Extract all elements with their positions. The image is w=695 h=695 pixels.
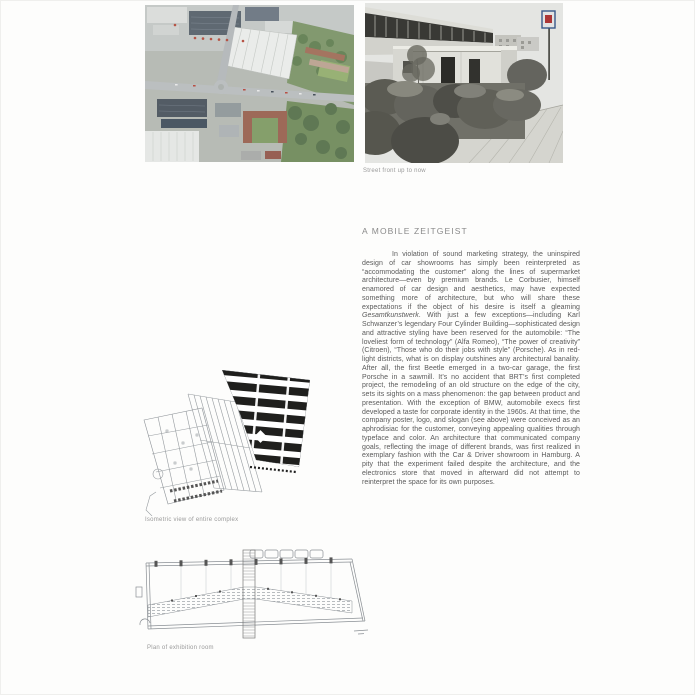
- street-photo-art: [365, 3, 563, 163]
- street-photo: [365, 3, 563, 163]
- plan-caption: Plan of exhibition room: [147, 645, 214, 651]
- aerial-photo-art: [145, 5, 354, 162]
- isometric-drawing: [138, 370, 340, 516]
- article-body-before: In violation of sound marketing strategy, the uninspired design of car showrooms has simply been reinterpreted as “accommodating the customer” along the lines of supermarket architecture—even by premium brands. Le Corbusier, himself enamored of car design and aesthetics, may have expected something more of architecture, but who will share these expectations if the object of his desire is itself a gleaming: [362, 251, 580, 311]
- plan-linework: [136, 550, 368, 638]
- plan-drawing-art: [132, 549, 372, 643]
- isometric-drawing-art: [138, 370, 340, 516]
- aerial-photo: [145, 5, 354, 162]
- iso-roof-stripes: [196, 370, 328, 480]
- article-body: [362, 251, 580, 487]
- article-body-italic: Gesamtkunstwerk: [362, 312, 419, 320]
- isometric-caption: Isometric view of entire complex: [145, 517, 239, 523]
- article-heading: A MOBILE ZEITGEIST: [362, 226, 468, 236]
- article-body-after: . With just a few exceptions—including Karl Schwanzer’s legendary Four Cylinder Building—sophisticated design and attractive styling have been reserved for the automobile: “The loveliest form of technology” (Alfa Romeo), “The power of creativity” (Citroen), “Those who do their jobs with style” (Porsche). As in red-light districts, what is on display outshines any architectural banality. After all, the first Beetle emerged in a two-car garage, the first Porsche in a sawmill. It’s no accident that BRT’s first completed project, the remodeling of an old structure on the edge of the city, sets its sights on a mass phenomenon: the gap between product and presentation. With the exception of BMW, automobile execs first developed a taste for corporate identity in the 1960s. At that time, the company poster, logo, and slogan (see above) were conceived as an aphrodisiac for the customer, conveying appealing qualities through typeface and color. An architecture that communicated company goals, reflecting the image of different brands, was first realized in exemplary fashion with the Car & Driver showroom in Hamburg. A pity that the experiment failed despite the architecture, and the electronics store that moved in afterward did not attempt to reinterpret the space for its own purposes.: [362, 312, 580, 486]
- street-photo-caption: Street front up to now: [363, 168, 426, 174]
- plan-drawing: [132, 549, 372, 643]
